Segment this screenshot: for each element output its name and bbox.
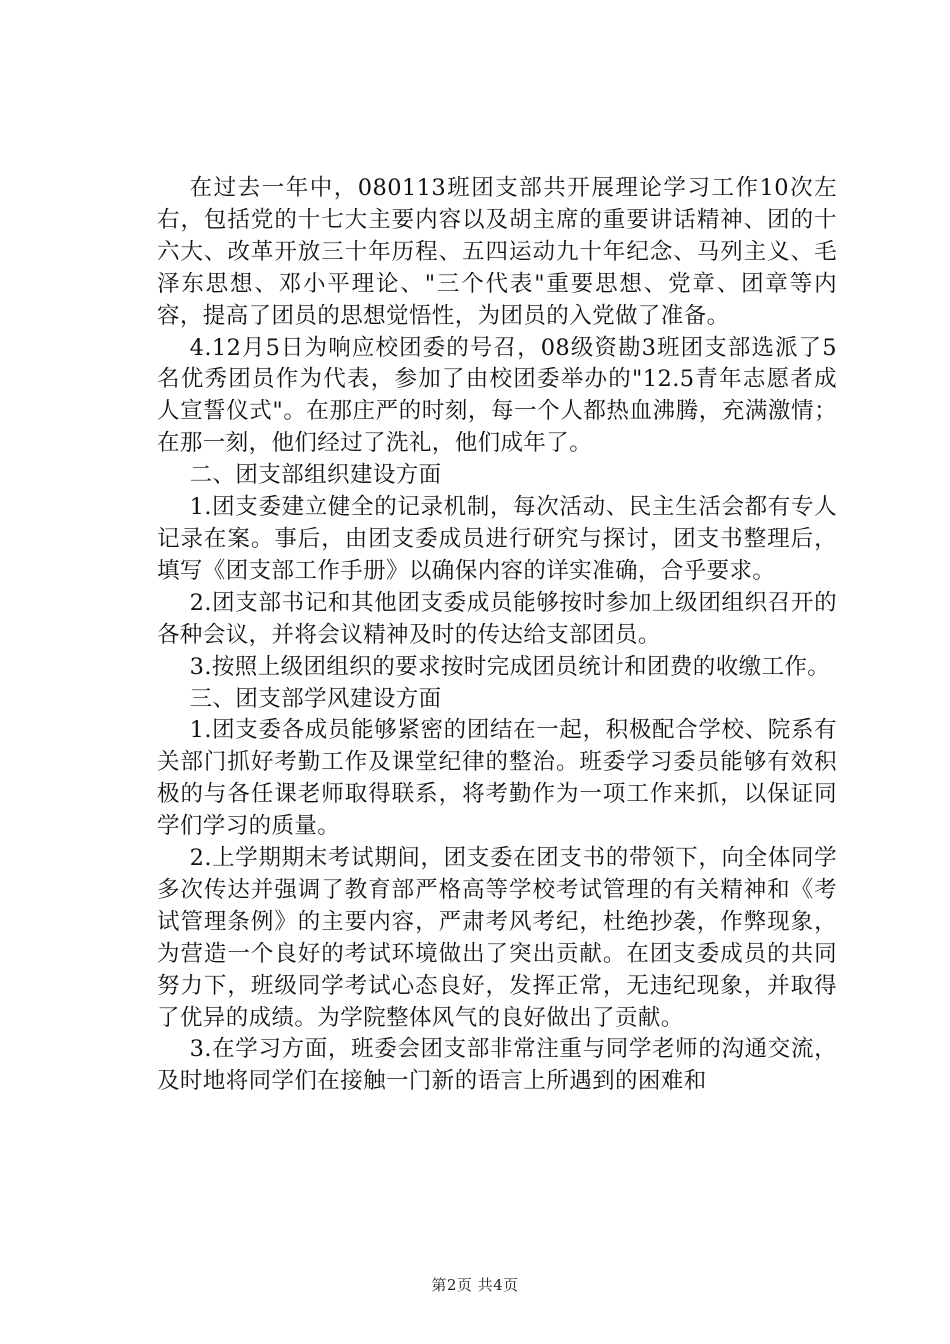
document-body bbox=[157, 173, 837, 1098]
section-heading-organization: 二、团支部组织建设方面 bbox=[189, 462, 442, 489]
page-footer bbox=[0, 1274, 950, 1295]
paragraph-meetings: 2.团支部书记和其他团支委成员能够按时参加上级团组织召开的各种会议，并将会议精神及时的传达给支部团员。 bbox=[157, 589, 837, 648]
paragraph-theory-study: 在过去一年中，080113班团支部共开展理论学习工作10次左右，包括党的十七大主要内容以及胡主席的重要讲话精神、团的十六大、改革开放三十年历程、五四运动九十年纪念、马列主义、毛泽东思想、邓小平理论、"三个代表"重要思想、党章、团章等内容，提高了团员的思想觉悟性，为团员的入党做了准备。 bbox=[157, 175, 837, 329]
paragraph-statistics-fees: 3.按照上级团组织的要求按时完成团员统计和团费的收缴工作。 bbox=[189, 653, 831, 680]
paragraph-communication: 3.在学习方面，班委会团支部非常注重与同学老师的沟通交流，及时地将同学们在接触一门新的语言上所遇到的困难和 bbox=[157, 1036, 837, 1095]
section-heading-study-style: 三、团支部学风建设方面 bbox=[189, 685, 442, 712]
paragraph-record-mechanism: 1.团支委建立健全的记录机制，每次活动、民主生活会都有专人记录在案。事后，由团支委成员进行研究与探讨，团支书整理后，填写《团支部工作手册》以确保内容的详实准确，合乎要求。 bbox=[157, 494, 837, 584]
paragraph-exam-discipline: 2.上学期期末考试期间，团支委在团支书的带领下，向全体同学多次传达并强调了教育部严格高等学校考试管理的有关精神和《考试管理条例》的主要内容，严肃考风考纪，杜绝抄袭，作弊现象，为营造一个良好的考试环境做出了突出贡献。在团支委成员的共同努力下，班级同学考试心态良好，发挥正常，无违纪现象，并取得了优异的成绩。为学院整体风气的良好做出了贡献。 bbox=[157, 845, 837, 1031]
paragraph-attendance: 1.团支委各成员能够紧密的团结在一起，积极配合学校、院系有关部门抓好考勤工作及课堂纪律的整治。班委学习委员能够有效积极的与各任课老师取得联系，将考勤作为一项工作来抓，以保证同学们学习的质量。 bbox=[157, 717, 837, 840]
paragraph-volunteer-oath: 4.12月5日为响应校团委的号召，08级资勘3班团支部选派了5名优秀团员作为代表，参加了由校团委举办的"12.5青年志愿者成人宣誓仪式"。在那庄严的时刻，每一个人都热血沸腾，充满激情；在那一刻，他们经过了洗礼，他们成年了。 bbox=[157, 334, 837, 457]
page-number-label: 第2页 共4页 bbox=[431, 1276, 519, 1294]
